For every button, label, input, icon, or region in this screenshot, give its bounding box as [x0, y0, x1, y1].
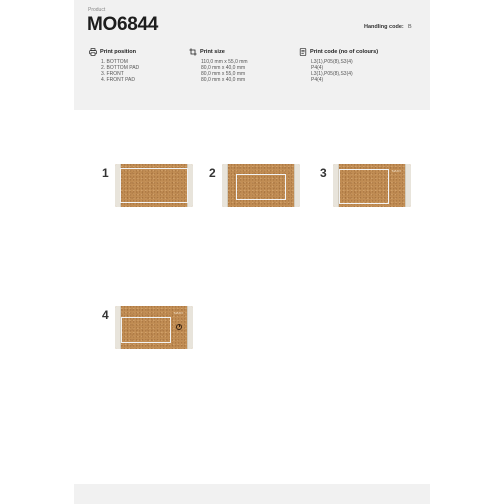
- print-code-column: [299, 48, 378, 83]
- handling-code-label: Handling code:: [364, 24, 404, 30]
- print-position-list: [89, 59, 139, 83]
- list-item: 1. BOTTOM: [101, 59, 128, 65]
- product-image-bottom: [115, 164, 193, 207]
- print-code-header: [299, 48, 378, 56]
- document-icon: [299, 48, 307, 56]
- position-number: 3: [320, 166, 327, 180]
- list-item: 80,0 mm x 40,0 mm: [201, 77, 246, 83]
- print-size-column: [189, 48, 248, 83]
- print-size-header: [189, 48, 248, 56]
- print-area-outline: [236, 174, 286, 200]
- list-item: L3(1),P05(8),S3(4): [311, 59, 353, 65]
- print-position-column: [89, 48, 139, 83]
- list-item: 80,0 mm x 40,0 mm: [201, 65, 246, 71]
- list-item: L3(1),P05(8),S3(4): [311, 71, 353, 77]
- list-item: 80,0 mm x 55,0 mm: [201, 71, 246, 77]
- print-area-outline: [121, 317, 171, 343]
- product-code: MO6844: [87, 14, 159, 35]
- product-image-bottom-pad: [222, 164, 300, 207]
- header: [74, 0, 430, 110]
- handling-code-value: B: [408, 24, 412, 30]
- brand-logo-text: MAXO: [392, 169, 401, 173]
- position-number: 1: [102, 166, 109, 180]
- print-area-outline: [120, 168, 188, 203]
- list-item: P4(4): [311, 77, 324, 83]
- power-icon: [176, 324, 182, 330]
- print-position-title: Print position: [100, 49, 137, 55]
- position-number: 4: [102, 308, 109, 322]
- brand-logo-text: MAXO: [174, 311, 183, 315]
- list-item: 110,0 mm x 55,0 mm: [201, 59, 248, 65]
- list-item: P4(4): [311, 65, 324, 71]
- list-item: 3. FRONT: [101, 71, 124, 77]
- print-area-outline: [339, 169, 389, 204]
- print-code-title: Print code (no of colours): [310, 49, 379, 55]
- product-image-front: [333, 164, 411, 207]
- product-label: Product: [88, 7, 106, 13]
- print-position-header: [89, 48, 139, 56]
- print-size-list: [189, 59, 248, 83]
- product-image-front-pad: [115, 306, 193, 349]
- print-code-list: [299, 59, 378, 83]
- product-sheet: [74, 0, 430, 504]
- position-number: 2: [209, 166, 216, 180]
- footer: [74, 484, 430, 504]
- print-size-title: Print size: [200, 49, 225, 55]
- crop-icon: [189, 48, 197, 56]
- list-item: 2. BOTTOM PAD: [101, 65, 140, 71]
- list-item: 4. FRONT PAD: [101, 77, 135, 83]
- printer-icon: [89, 48, 97, 56]
